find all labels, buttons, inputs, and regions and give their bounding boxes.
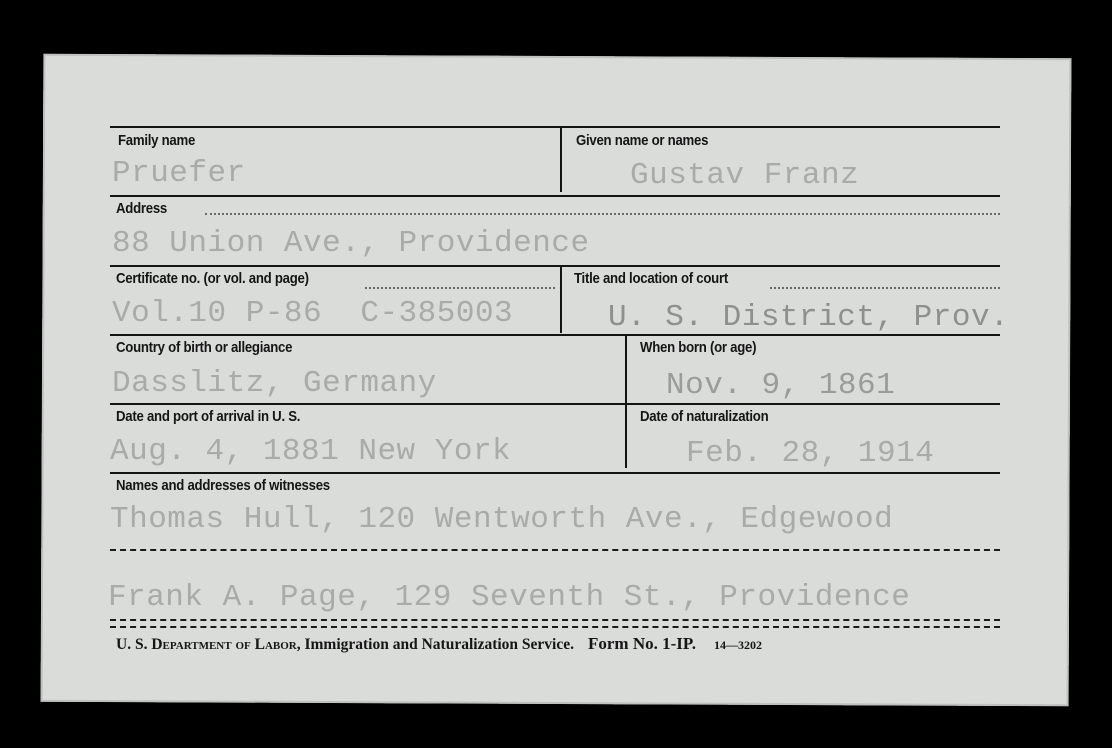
witness-line-2-lower	[110, 626, 1000, 628]
born-label: When born (or age)	[640, 339, 757, 356]
arrival-label: Date and port of arrival in U. S.	[116, 408, 301, 425]
family-name-label: Family name	[118, 132, 196, 149]
witnesses-label: Names and addresses of witnesses	[116, 477, 330, 494]
certificate-label: Certificate no. (or vol. and page)	[116, 270, 309, 287]
court-value: U. S. District, Prov.	[608, 300, 1010, 335]
naturalization-value: Feb. 28, 1914	[686, 436, 935, 471]
certificate-value: Vol.10 P-86 C-385003	[112, 296, 514, 331]
given-name-value: Gustav Franz	[630, 158, 860, 193]
rule-top	[110, 126, 1000, 128]
court-label: Title and location of court	[574, 270, 728, 287]
arrival-value: Aug. 4, 1881 New York	[110, 434, 512, 469]
address-dots	[205, 213, 1000, 215]
witness-line-2-upper	[110, 619, 1000, 621]
footer-form-number: Form No. 1-IP.	[588, 634, 696, 653]
given-name-label: Given name or names	[576, 132, 709, 149]
rule-name	[110, 195, 1000, 197]
witness-line-1	[110, 549, 1000, 551]
born-value: Nov. 9, 1861	[666, 368, 896, 403]
divider-name	[560, 128, 562, 192]
country-value: Dasslitz, Germany	[112, 366, 437, 401]
footer-print-number: 14—3202	[713, 638, 762, 652]
form-footer	[116, 634, 762, 654]
court-dots	[770, 287, 1000, 289]
address-label: Address	[116, 200, 167, 217]
country-label: Country of birth or allegiance	[116, 339, 293, 356]
rule-country	[110, 403, 1000, 405]
rule-address	[110, 265, 1000, 267]
divider-certificate	[560, 267, 562, 333]
witness-1-value: Thomas Hull, 120 Wentworth Ave., Edgewood	[110, 502, 894, 537]
rule-arrival	[110, 472, 1000, 474]
footer-service: Immigration and Naturalization Service.	[300, 636, 574, 653]
naturalization-label: Date of naturalization	[640, 408, 769, 425]
divider-country	[625, 336, 627, 468]
footer-department: U. S. Department of Labor,	[116, 636, 301, 653]
address-value: 88 Union Ave., Providence	[112, 226, 590, 261]
witness-2-value: Frank A. Page, 129 Seventh St., Providence	[108, 580, 911, 615]
family-name-value: Pruefer	[112, 156, 246, 191]
certificate-dots	[365, 287, 555, 289]
